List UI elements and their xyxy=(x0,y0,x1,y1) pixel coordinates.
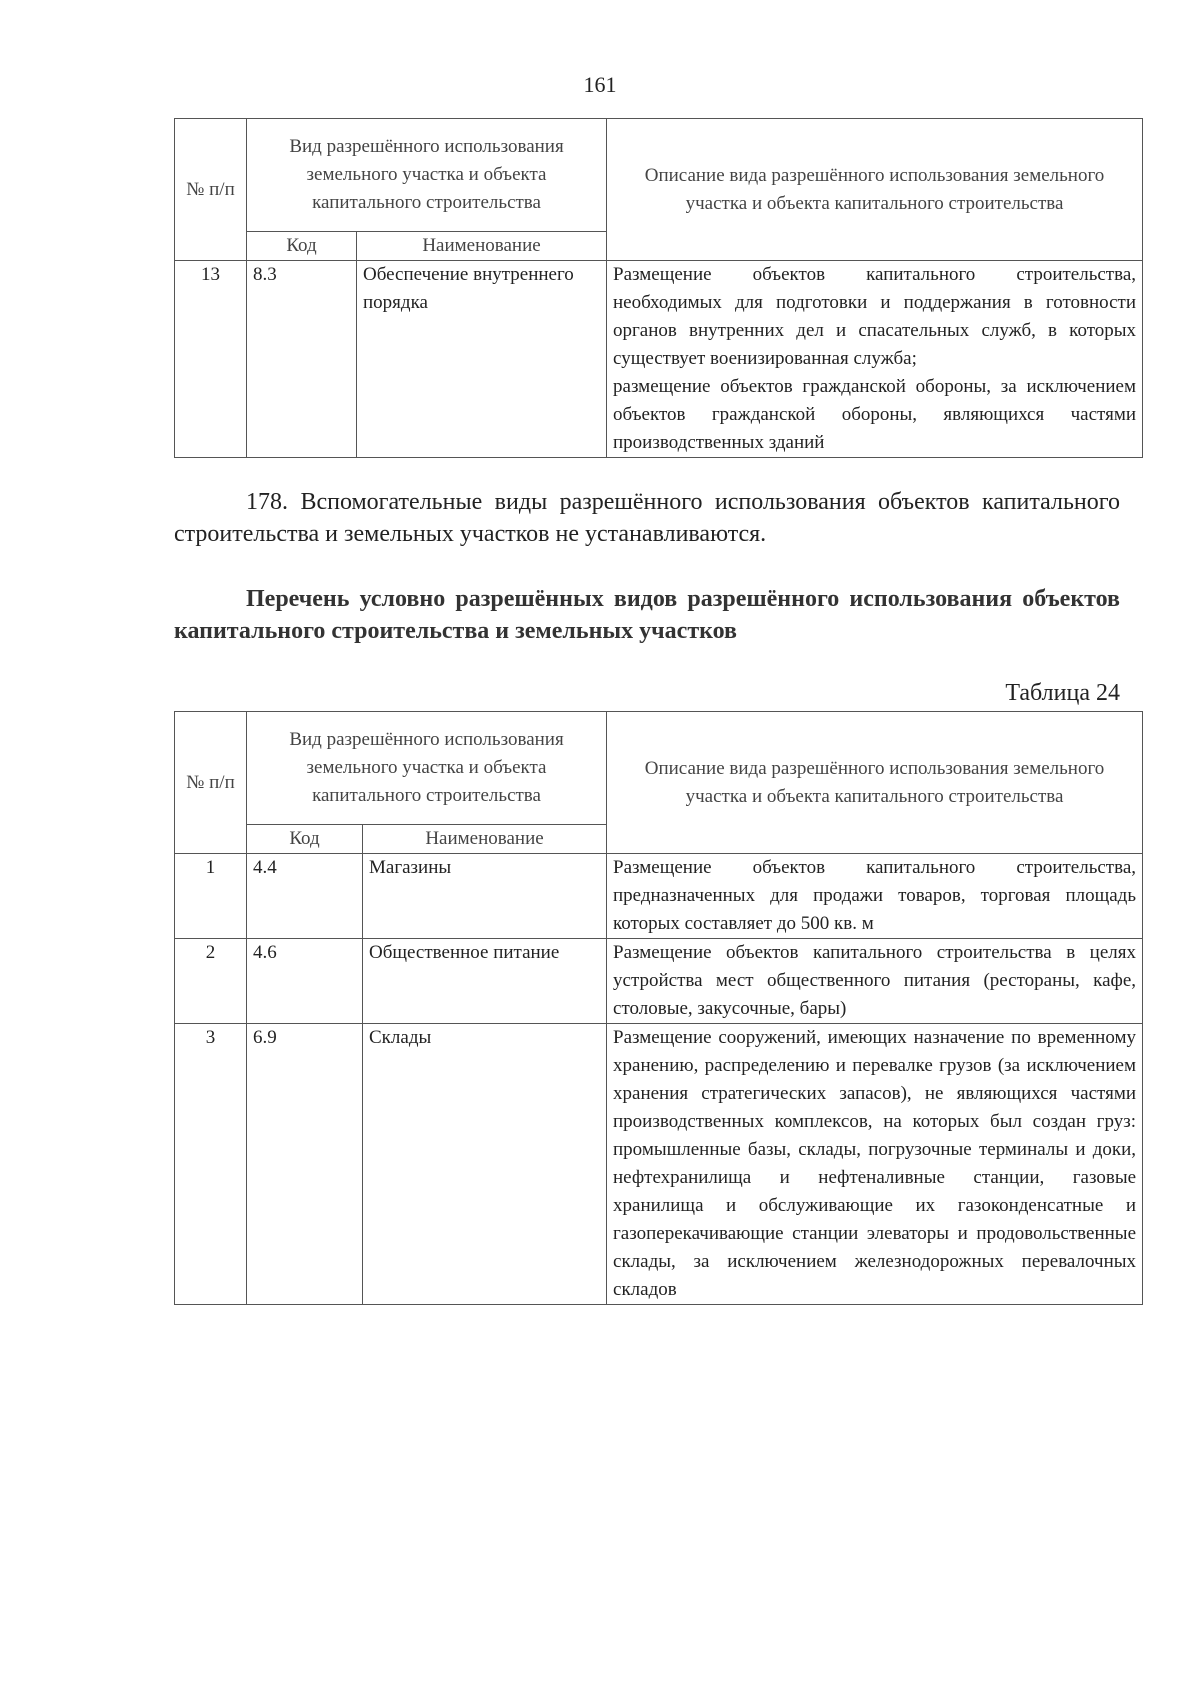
cell-description xyxy=(607,939,1143,1024)
paragraph-178: 178. Вспомогательные виды разрешённого использования объектов капитального строительства и земельных участков не устанавливаются. xyxy=(174,489,1120,547)
table-row xyxy=(175,261,1143,458)
description-paragraph: размещение объектов гражданской обороны, за исключением объектов гражданской обороны, являющихся частями производственных зданий xyxy=(613,376,1137,453)
header-num: № п/п xyxy=(175,712,247,854)
cell-name: Обеспечение внутреннего порядка xyxy=(357,261,607,458)
header-vid-group: Вид разрешённого использования земельного участка и объекта капитального строительства xyxy=(247,119,607,232)
description-paragraph: Размещение объектов капитального строительства, необходимых для подготовки и поддержания в готовности органов внутренних дел и спасательных служб, в которых существует военизированная служба; xyxy=(613,264,1137,369)
cell-kod: 8.3 xyxy=(247,261,357,458)
cell-kod: 4.6 xyxy=(247,939,363,1024)
cell-name: Склады xyxy=(363,1024,607,1305)
header-opisanie: Описание вида разрешённого использования земельного участка и объекта капитального строительства xyxy=(607,712,1143,854)
page-number: 161 xyxy=(583,72,617,97)
cell-num: 1 xyxy=(175,854,247,939)
table-conditional-uses xyxy=(174,711,1143,1305)
cell-kod: 4.4 xyxy=(247,854,363,939)
header-naimenovanie: Наименование xyxy=(357,232,607,261)
table-permitted-uses-continued xyxy=(174,118,1143,458)
cell-num: 2 xyxy=(175,939,247,1024)
description-paragraph: Размещение сооружений, имеющих назначение по временному хранению, распределению и перевалке грузов (за исключением хранения стратегических запасов), не являющихся частями производственных комплексов, на которых был создан груз: промышленные базы, склады, погрузочные терминалы и доки, нефтехранилища и нефтеналивные станции, газовые хранилища и обслуживающие их газоконденсатные и газоперекачивающие станции элеваторы и продовольственные склады, за исключением железнодорожных перевалочных складов xyxy=(613,1027,1137,1300)
header-kod: Код xyxy=(247,825,363,854)
header-kod: Код xyxy=(247,232,357,261)
cell-description xyxy=(607,1024,1143,1305)
table-caption: Таблица 24 xyxy=(1005,680,1120,706)
cell-name: Общественное питание xyxy=(363,939,607,1024)
cell-kod: 6.9 xyxy=(247,1024,363,1305)
table-row xyxy=(175,939,1143,1024)
header-num: № п/п xyxy=(175,119,247,261)
table-row xyxy=(175,1024,1143,1305)
header-naimenovanie: Наименование xyxy=(363,825,607,854)
section-heading: Перечень условно разрешённых видов разрешённого использования объектов капитального строительства и земельных участков xyxy=(174,586,1120,644)
cell-name: Магазины xyxy=(363,854,607,939)
cell-description xyxy=(607,854,1143,939)
header-vid-group: Вид разрешённого использования земельного участка и объекта капитального строительства xyxy=(247,712,607,825)
description-paragraph: Размещение объектов капитального строительства в целях устройства мест общественного питания (рестораны, кафе, столовые, закусочные, бары) xyxy=(613,942,1137,1019)
cell-description xyxy=(607,261,1143,458)
cell-num: 3 xyxy=(175,1024,247,1305)
cell-num: 13 xyxy=(175,261,247,458)
table-row xyxy=(175,854,1143,939)
description-paragraph: Размещение объектов капитального строительства, предназначенных для продажи товаров, торговая площадь которых составляет до 500 кв. м xyxy=(613,857,1137,934)
header-opisanie: Описание вида разрешённого использования земельного участка и объекта капитального строительства xyxy=(607,119,1143,261)
